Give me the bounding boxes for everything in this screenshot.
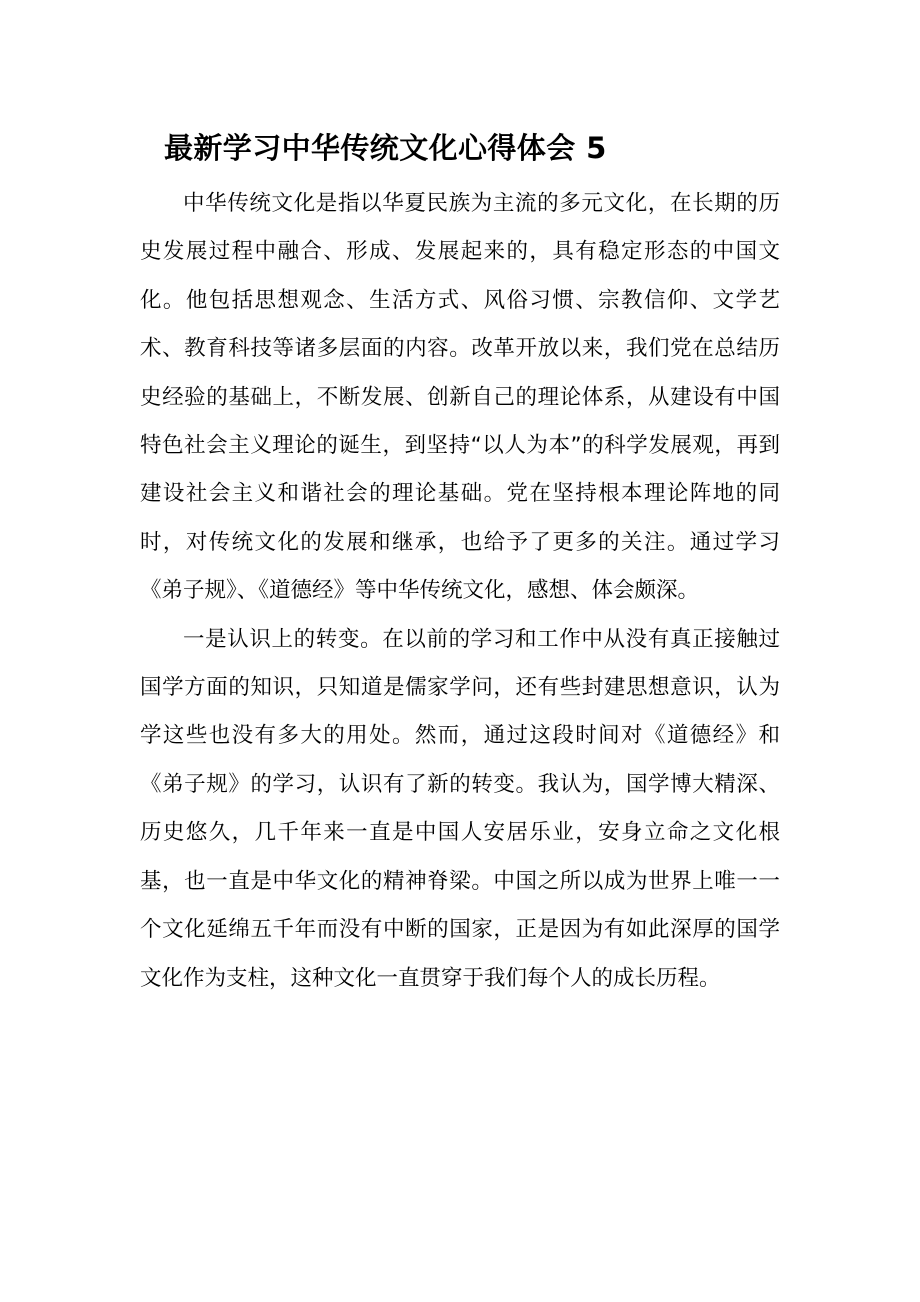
paragraph-2: 一是认识上的转变。在以前的学习和工作中从没有真正接触过国学方面的知识，只知道是儒家学问，还有些封建思想意识，认为学这些也没有多大的用处。然而，通过这段时间对《道德经》和《弟子规》的学习，认识有了新的转变。我认为，国学博大精深、历史悠久，几千年来一直是中国人安居乐业，安身立命之文化根基，也一直是中华文化的精神脊梁。中国之所以成为世界上唯一一个文化延绵五千年而没有中断的国家，正是因为有如此深厚的国学文化作为支柱，这种文化一直贯穿于我们每个人的成长历程。 (140, 626, 780, 991)
document-title: 最新学习中华传统文化心得体会 5 (164, 131, 607, 165)
paragraph-1: 中华传统文化是指以华夏民族为主流的多元文化，在长期的历史发展过程中融合、形成、发展起来的，具有稳定形态的中国文化。他包括思想观念、生活方式、风俗习惯、宗教信仰、文学艺术、教育科技等诸多层面的内容。改革开放以来，我们党在总结历史经验的基础上，不断发展、创新自己的理论体系，从建设有中国特色社会主义理论的诞生，到坚持“以人为本”的科学发展观，再到建设社会主义和谐社会的理论基础。党在坚持根本理论阵地的同时，对传统文化的发展和继承，也给予了更多的关注。通过学习《弟子规》、《道德经》等中华传统文化，感想、体会颇深。 (140, 191, 780, 604)
document-body (140, 180, 780, 1003)
